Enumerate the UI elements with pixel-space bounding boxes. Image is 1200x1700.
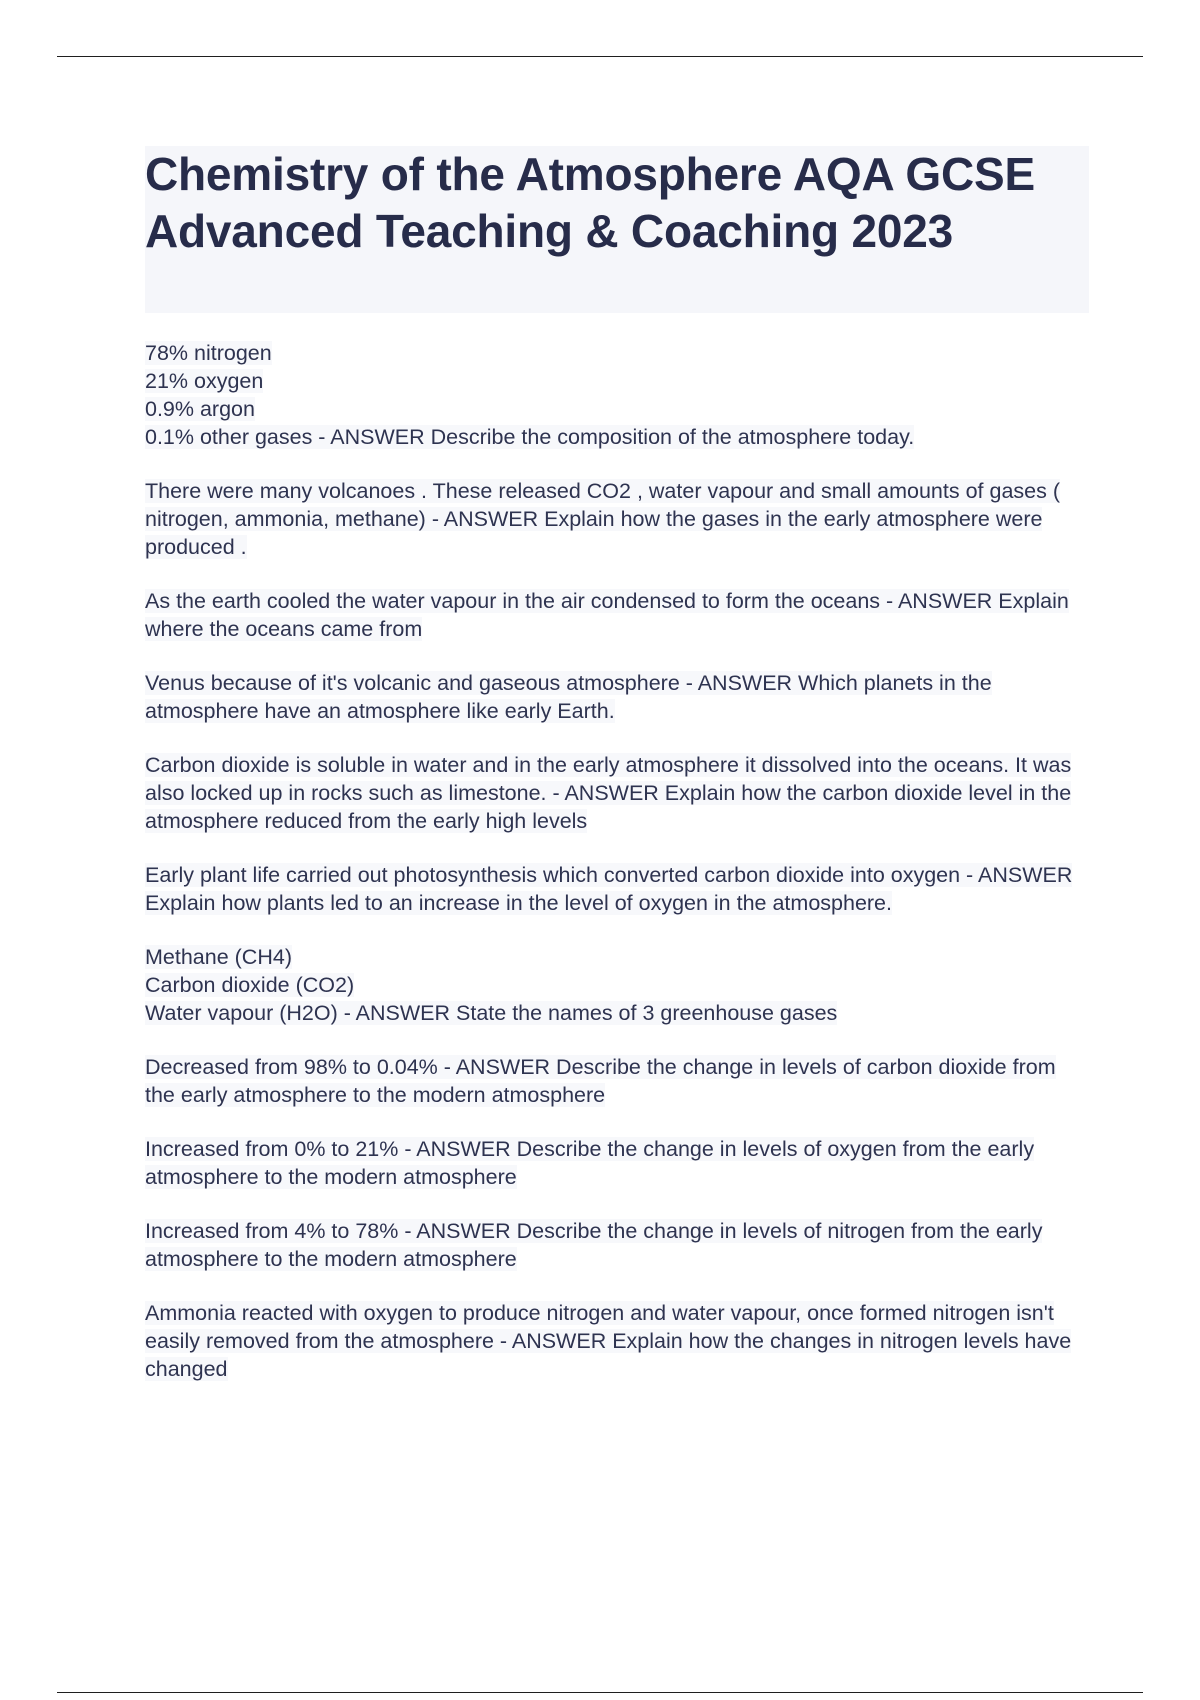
qa-line-text: Decreased from 98% to 0.04% - ANSWER Describe the change in levels of carbon dioxide from the early atmosphere to the modern atmosphere	[145, 1055, 1056, 1107]
qa-item	[145, 1217, 1089, 1273]
qa-item	[145, 339, 1089, 451]
qa-item	[145, 1053, 1089, 1109]
qa-item	[145, 587, 1089, 643]
qa-line	[145, 669, 1089, 725]
title-block	[145, 146, 1089, 313]
qa-line-text: Early plant life carried out photosynthesis which converted carbon dioxide into oxygen - ANSWER Explain how plants led to an increase in the level of oxygen in the atmosphere.	[145, 863, 1073, 915]
qa-line	[145, 1135, 1089, 1191]
qa-line	[145, 1053, 1089, 1109]
qa-line-text: 21% oxygen	[145, 369, 264, 393]
qa-line-text: 78% nitrogen	[145, 341, 272, 365]
qa-line	[145, 861, 1089, 917]
qa-line	[145, 587, 1089, 643]
qa-line	[145, 423, 1089, 451]
qa-line	[145, 943, 1089, 971]
qa-line	[145, 339, 1089, 367]
qa-line	[145, 1299, 1089, 1383]
qa-line-text: Methane (CH4)	[145, 945, 292, 969]
qa-line-text: Carbon dioxide is soluble in water and in the early atmosphere it dissolved into the oceans. It was also locked up in rocks such as limestone. - ANSWER Explain how the carbon dioxide level in the atmosphere reduced from the early high levels	[145, 753, 1072, 833]
qa-line-text: Water vapour (H2O) - ANSWER State the names of 3 greenhouse gases	[145, 1001, 838, 1025]
qa-line	[145, 999, 1089, 1027]
qa-item	[145, 751, 1089, 835]
qa-line-text: 0.9% argon	[145, 397, 255, 421]
header-rule	[57, 56, 1143, 57]
qa-line-text: Increased from 0% to 21% - ANSWER Describe the change in levels of oxygen from the early atmosphere to the modern atmosphere	[145, 1137, 1035, 1189]
footer-rule	[57, 1692, 1143, 1693]
qa-item	[145, 477, 1089, 561]
qa-item	[145, 1135, 1089, 1191]
qa-line-text: As the earth cooled the water vapour in the air condensed to form the oceans - ANSWER Explain where the oceans came from	[145, 589, 1069, 641]
qa-line	[145, 395, 1089, 423]
qa-line	[145, 751, 1089, 835]
qa-list	[145, 339, 1089, 1409]
qa-line-text: Increased from 4% to 78% - ANSWER Describe the change in levels of nitrogen from the early atmosphere to the modern atmosphere	[145, 1219, 1043, 1271]
qa-line-text: There were many volcanoes . These released CO2 , water vapour and small amounts of gases ( nitrogen, ammonia, methane) - ANSWER Explain how the gases in the early atmosphere were produced .	[145, 479, 1060, 559]
qa-item	[145, 669, 1089, 725]
qa-line-text: Ammonia reacted with oxygen to produce nitrogen and water vapour, once formed nitrogen isn't easily removed from the atmosphere - ANSWER Explain how the changes in nitrogen levels have changed	[145, 1301, 1072, 1381]
qa-line-text: 0.1% other gases - ANSWER Describe the composition of the atmosphere today.	[145, 425, 915, 449]
qa-line	[145, 1217, 1089, 1273]
qa-item	[145, 1299, 1089, 1383]
document-title: Chemistry of the Atmosphere AQA GCSE Advanced Teaching & Coaching 2023	[145, 148, 1035, 257]
qa-line-text: Carbon dioxide (CO2)	[145, 973, 355, 997]
qa-line	[145, 367, 1089, 395]
qa-line	[145, 477, 1089, 561]
qa-item	[145, 943, 1089, 1027]
qa-line-text: Venus because of it's volcanic and gaseous atmosphere - ANSWER Which planets in the atmosphere have an atmosphere like early Earth.	[145, 671, 992, 723]
qa-line	[145, 971, 1089, 999]
qa-item	[145, 861, 1089, 917]
